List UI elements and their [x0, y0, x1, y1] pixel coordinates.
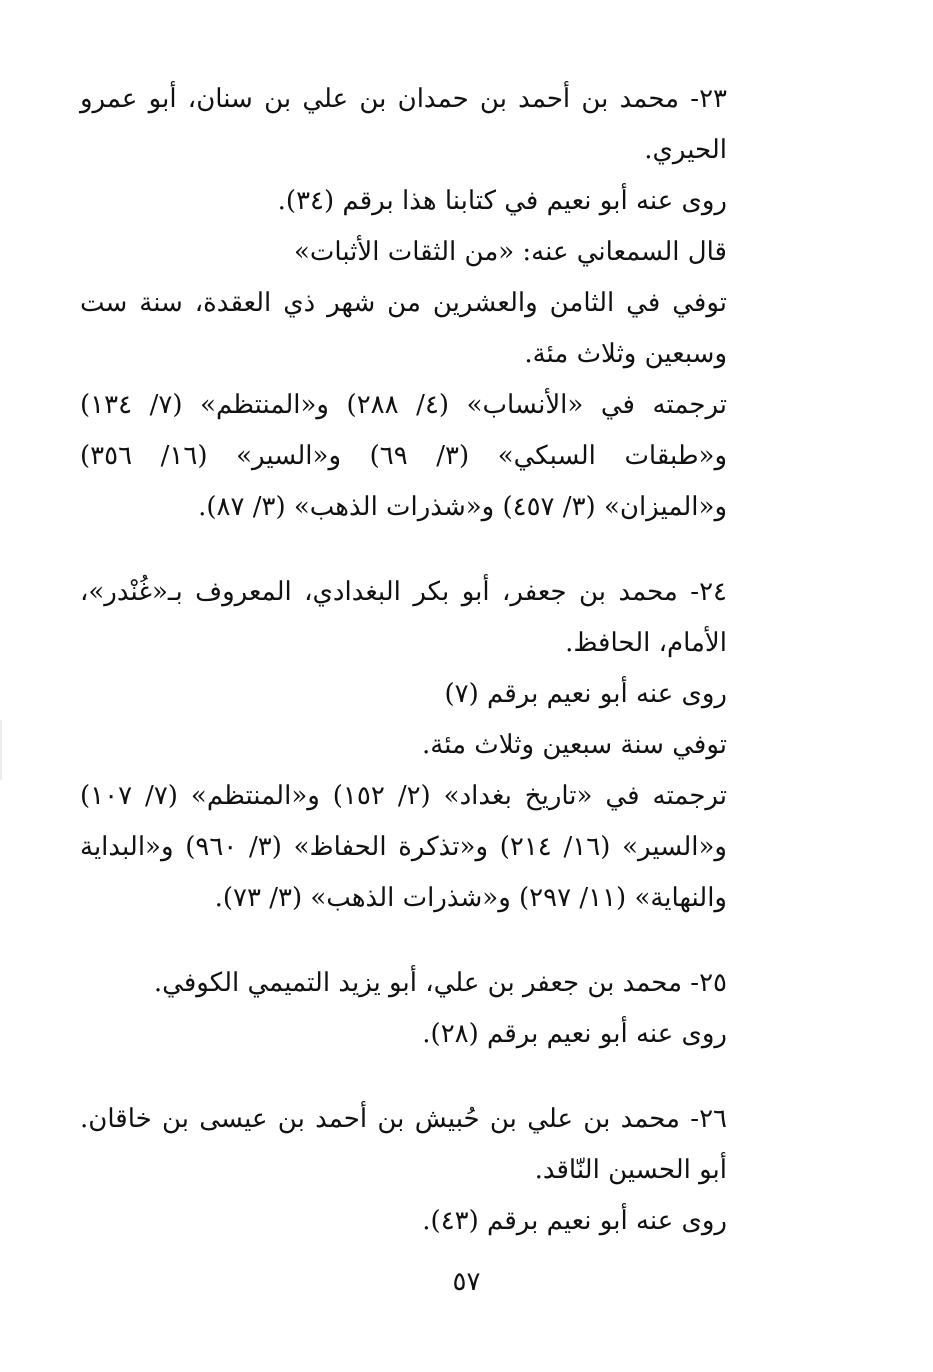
quote-note: قال السمعاني عنه: «من الثقات الأثبات»	[294, 237, 727, 267]
entry-23	[80, 74, 805, 533]
scan-edge-mark	[0, 720, 2, 780]
narration-note: روى عنه أبو نعيم برقم (٧)	[444, 679, 727, 709]
entry-24	[80, 567, 805, 924]
entry-heading: ٢٥- محمد بن جعفر بن علي، أبو يزيد التميمي الكوفي.	[153, 968, 727, 998]
entry-heading: ٢٣- محمد بن أحمد بن حمدان بن علي بن سنان، أبو عمرو الحيري.	[80, 84, 727, 165]
entry-heading: ٢٤- محمد بن جعفر، أبو بكر البغدادي، المعروف بـ«غُنْدر»، الأمام، الحافظ.	[80, 577, 727, 658]
references-note: ترجمته في «الأنساب» (٤/ ٢٨٨) و«المنتظم» (٧/ ١٣٤) و«طبقات السبكي» (٣/ ٦٩) و«السير» (١٦/ ٣٥٦) و«الميزان» (٣/ ٤٥٧) و«شذرات الذهب» (٣/ ٨٧).	[80, 390, 728, 522]
entry-26	[80, 1094, 805, 1247]
narration-note: روى عنه أبو نعيم في كتابنا هذا برقم (٣٤).	[277, 186, 727, 216]
death-note: توفي في الثامن والعشرين من شهر ذي العقدة، سنة ست وسبعين وثلاث مئة.	[80, 288, 727, 369]
entry-heading: ٢٦- محمد بن علي بن حُبيش بن أحمد بن عيسى بن خاقان. أبو الحسين النّاقد.	[80, 1104, 727, 1185]
entry-25	[80, 958, 805, 1060]
narration-note: روى عنه أبو نعيم برقم (٢٨).	[422, 1019, 727, 1049]
narration-note: روى عنه أبو نعيم برقم (٤٣).	[422, 1206, 727, 1236]
page-number: ٥٧	[452, 1267, 481, 1297]
references-note: ترجمته في «تاريخ بغداد» (٢/ ١٥٢) و«المنتظم» (٧/ ١٠٧) و«السير» (١٦/ ٢١٤) و«تذكرة الحفاظ» (٣/ ٩٦٠) و«البداية والنهاية» (١١/ ٢٩٧) و«شذرات الذهب» (٣/ ٧٣).	[80, 781, 727, 913]
death-note: توفي سنة سبعين وثلاث مئة.	[422, 730, 727, 760]
